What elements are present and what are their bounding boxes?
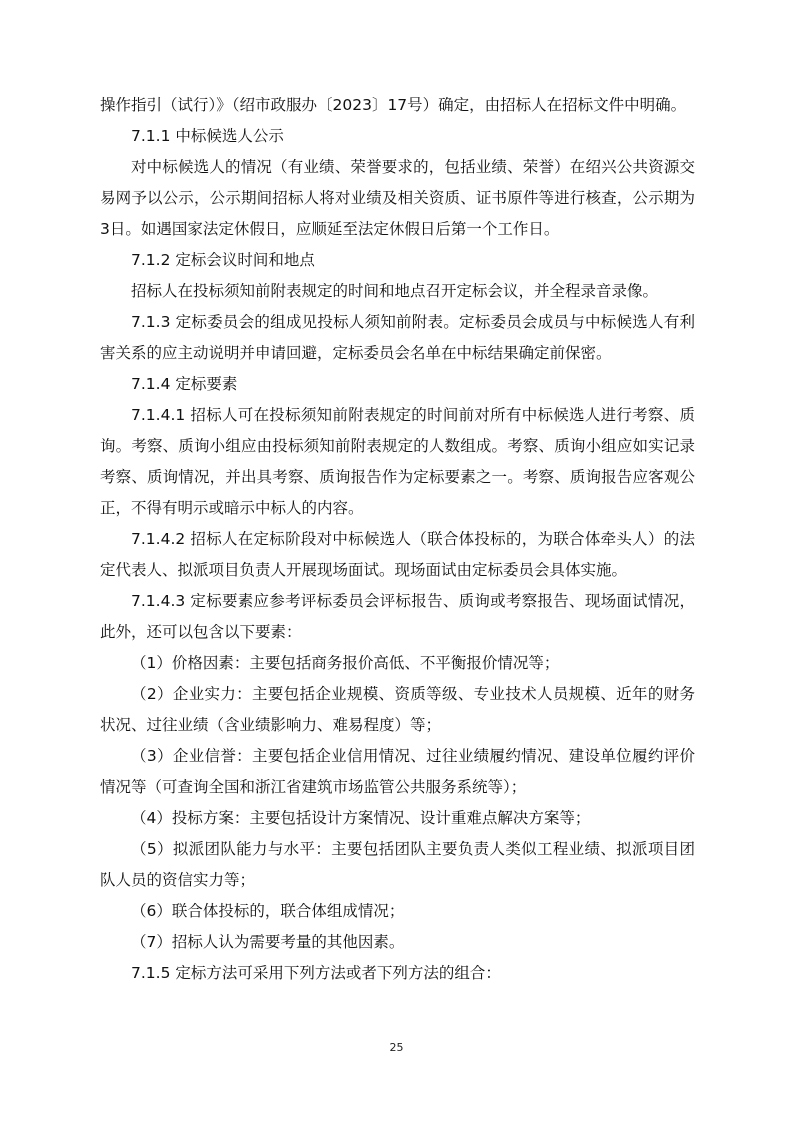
list-item-other: （7）招标人认为需要考量的其他因素。 <box>131 933 405 951</box>
paragraph-meeting: 招标人在投标须知前附表规定的时间和地点召开定标会议，并全程录音录像。 <box>131 282 659 300</box>
paragraph-7-1-5: 7.1.5 定标方法可采用下列方法或者下列方法的组合： <box>131 964 501 982</box>
paragraph-7-1-4-3: 7.1.4.3 定标要素应参考评标委员会评标报告、质询或考察报告、现场面试情况，此外，还可以包含以下要素： <box>100 592 695 641</box>
page-number: 25 <box>389 1041 404 1054</box>
section-heading-7-1-4: 7.1.4 定标要素 <box>131 375 238 393</box>
paragraph-7-1-4-1: 7.1.4.1 招标人可在投标须知前附表规定的时间前对所有中标候选人进行考察、质询。考察、质询小组应由投标须知前附表规定的人数组成。考察、质询小组应如实记录考察、质询情况，并出具考察、质询报告作为定标要素之一。考察、质询报告应客观公正，不得有明示或暗示中标人的内容。 <box>100 406 695 517</box>
paragraph-publicity: 对中标候选人的情况（有业绩、荣誉要求的，包括业绩、荣誉）在绍兴公共资源交易网予以公示，公示期间招标人将对业绩及相关资质、证书原件等进行核查，公示期为3日。如遇国家法定休假日，应顺延至法定休假日后第一个工作日。 <box>100 158 695 238</box>
paragraph-7-1-4-2: 7.1.4.2 招标人在定标阶段对中标候选人（联合体投标的，为联合体牵头人）的法定代表人、拟派项目负责人开展现场面试。现场面试由定标委员会具体实施。 <box>100 530 695 579</box>
list-item-strength: （2）企业实力：主要包括企业规模、资质等级、专业技术人员规模、近年的财务状况、过往业绩（含业绩影响力、难易程度）等； <box>100 685 695 734</box>
section-heading-7-1-1: 7.1.1 中标候选人公示 <box>131 127 284 145</box>
list-item-proposal: （4）投标方案：主要包括设计方案情况、设计重难点解决方案等； <box>131 809 591 827</box>
list-item-price: （1）价格因素：主要包括商务报价高低、不平衡报价情况等； <box>131 654 560 672</box>
list-item-team: （5）拟派团队能力与水平：主要包括团队主要负责人类似工程业绩、拟派项目团队人员的资信实力等； <box>100 840 695 889</box>
section-heading-7-1-2: 7.1.2 定标会议时间和地点 <box>131 251 315 269</box>
paragraph-continuation: 操作指引（试行）》（绍市政服办〔2023〕17号）确定，由招标人在招标文件中明确。 <box>100 96 687 114</box>
document-body <box>100 90 695 989</box>
paragraph-committee: 7.1.3 定标委员会的组成见投标人须知前附表。定标委员会成员与中标候选人有利害关系的应主动说明并申请回避，定标委员会名单在中标结果确定前保密。 <box>100 313 695 362</box>
list-item-reputation: （3）企业信誉：主要包括企业信用情况、过往业绩履约情况、建设单位履约评价情况等（可查询全国和浙江省建筑市场监管公共服务系统等）； <box>100 747 695 796</box>
list-item-consortium: （6）联合体投标的，联合体组成情况； <box>131 902 405 920</box>
